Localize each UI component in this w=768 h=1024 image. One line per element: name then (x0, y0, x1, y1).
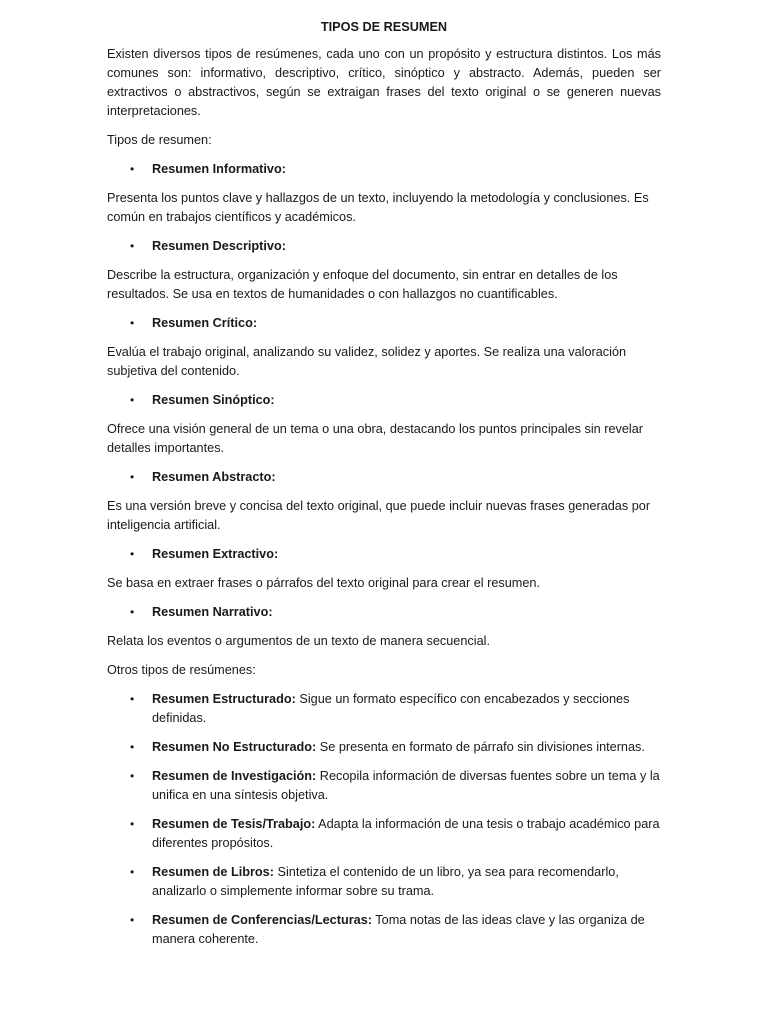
others-heading: Otros tipos de resúmenes: (107, 663, 256, 677)
other-type-list-item (130, 815, 661, 853)
type-bullet-list (107, 603, 661, 622)
other-type-description: Recopila información de diversas fuentes sobre un tema y la unifica en una síntesis objetiva. (152, 769, 660, 802)
other-type-description: Se presenta en formato de párrafo sin divisiones internas. (316, 740, 645, 754)
bullet-marker: • (130, 393, 135, 407)
bullet-marker: • (130, 605, 135, 619)
bullet-marker: • (130, 239, 135, 253)
type-description: Evalúa el trabajo original, analizando su validez, solidez y aportes. Se realiza una valoración subjetiva del contenido. (107, 345, 627, 378)
other-type-name: Resumen de Libros: (152, 865, 274, 879)
other-type-name: Resumen de Conferencias/Lecturas: (152, 913, 372, 927)
type-list-item (130, 391, 661, 410)
types-heading: Tipos de resumen: (107, 133, 212, 147)
other-type-description: Sintetiza el contenido de un libro, ya sea para recomendarlo, analizarlo o simplemente informar sobre su trama. (152, 865, 619, 898)
bullet-marker: • (130, 769, 135, 783)
bullet-marker: • (130, 470, 135, 484)
type-description: Relata los eventos o argumentos de un texto de manera secuencial. (107, 634, 490, 648)
other-type-list-item (130, 767, 661, 805)
type-name: Resumen Informativo: (152, 162, 286, 176)
type-bullet-list (107, 545, 661, 564)
other-type-list-item (130, 690, 661, 728)
other-type-description: Toma notas de las ideas clave y las organiza de manera coherente. (152, 913, 645, 946)
type-bullet-list (107, 237, 661, 256)
bullet-marker: • (130, 547, 135, 561)
bullet-marker: • (130, 740, 135, 754)
bullet-marker: • (130, 162, 135, 176)
type-list-item (130, 160, 661, 179)
type-description: Se basa en extraer frases o párrafos del texto original para crear el resumen. (107, 576, 541, 590)
types-section (107, 160, 661, 651)
type-bullet-list (107, 468, 661, 487)
intro-paragraph: Existen diversos tipos de resúmenes, cada uno con un propósito y estructura distintos. Los más comunes son: informativo, descriptivo, crítico, sinóptico y abstracto. Además, pueden ser extractivos o abstractivos, según se extraigan frases del texto original o se generen nuevas interpretaciones. (107, 47, 661, 118)
other-type-name: Resumen No Estructurado: (152, 740, 317, 754)
type-bullet-list (107, 314, 661, 333)
other-type-name: Resumen Estructurado: (152, 692, 296, 706)
type-list-item (130, 603, 661, 622)
type-name: Resumen Extractivo: (152, 547, 279, 561)
bullet-marker: • (130, 692, 135, 706)
bullet-marker: • (130, 913, 135, 927)
other-type-list-item (130, 911, 661, 949)
type-name: Resumen Sinóptico: (152, 393, 275, 407)
type-list-item (130, 314, 661, 333)
type-description: Presenta los puntos clave y hallazgos de un texto, incluyendo la metodología y conclusiones. Es común en trabajos científicos y académicos. (107, 191, 649, 224)
type-description: Ofrece una visión general de un tema o una obra, destacando los puntos principales sin revelar detalles importantes. (107, 422, 644, 455)
type-description: Es una versión breve y concisa del texto original, que puede incluir nuevas frases generadas por inteligencia artificial. (107, 499, 651, 532)
other-type-name: Resumen de Investigación: (152, 769, 317, 783)
bullet-marker: • (130, 865, 135, 879)
document-title: TIPOS DE RESUMEN (320, 20, 448, 34)
type-bullet-list (107, 391, 661, 410)
type-name: Resumen Crítico: (152, 316, 258, 330)
type-list-item (130, 237, 661, 256)
other-type-description: Adapta la información de una tesis o trabajo académico para diferentes propósitos. (152, 817, 660, 850)
bullet-marker: • (130, 817, 135, 831)
other-types-list (107, 690, 661, 949)
other-type-name: Resumen de Tesis/Trabajo: (152, 817, 316, 831)
type-bullet-list (107, 160, 661, 179)
type-name: Resumen Narrativo: (152, 605, 273, 619)
type-name: Resumen Abstracto: (152, 470, 276, 484)
other-type-list-item (130, 863, 661, 901)
type-name: Resumen Descriptivo: (152, 239, 286, 253)
other-type-list-item (130, 738, 661, 757)
type-list-item (130, 468, 661, 487)
other-type-description: Sigue un formato específico con encabezados y secciones definidas. (152, 692, 630, 725)
bullet-marker: • (130, 316, 135, 330)
type-description: Describe la estructura, organización y enfoque del documento, sin entrar en detalles de los resultados. Se usa en textos de humanidades o con hallazgos no cuantificables. (107, 268, 618, 301)
type-list-item (130, 545, 661, 564)
